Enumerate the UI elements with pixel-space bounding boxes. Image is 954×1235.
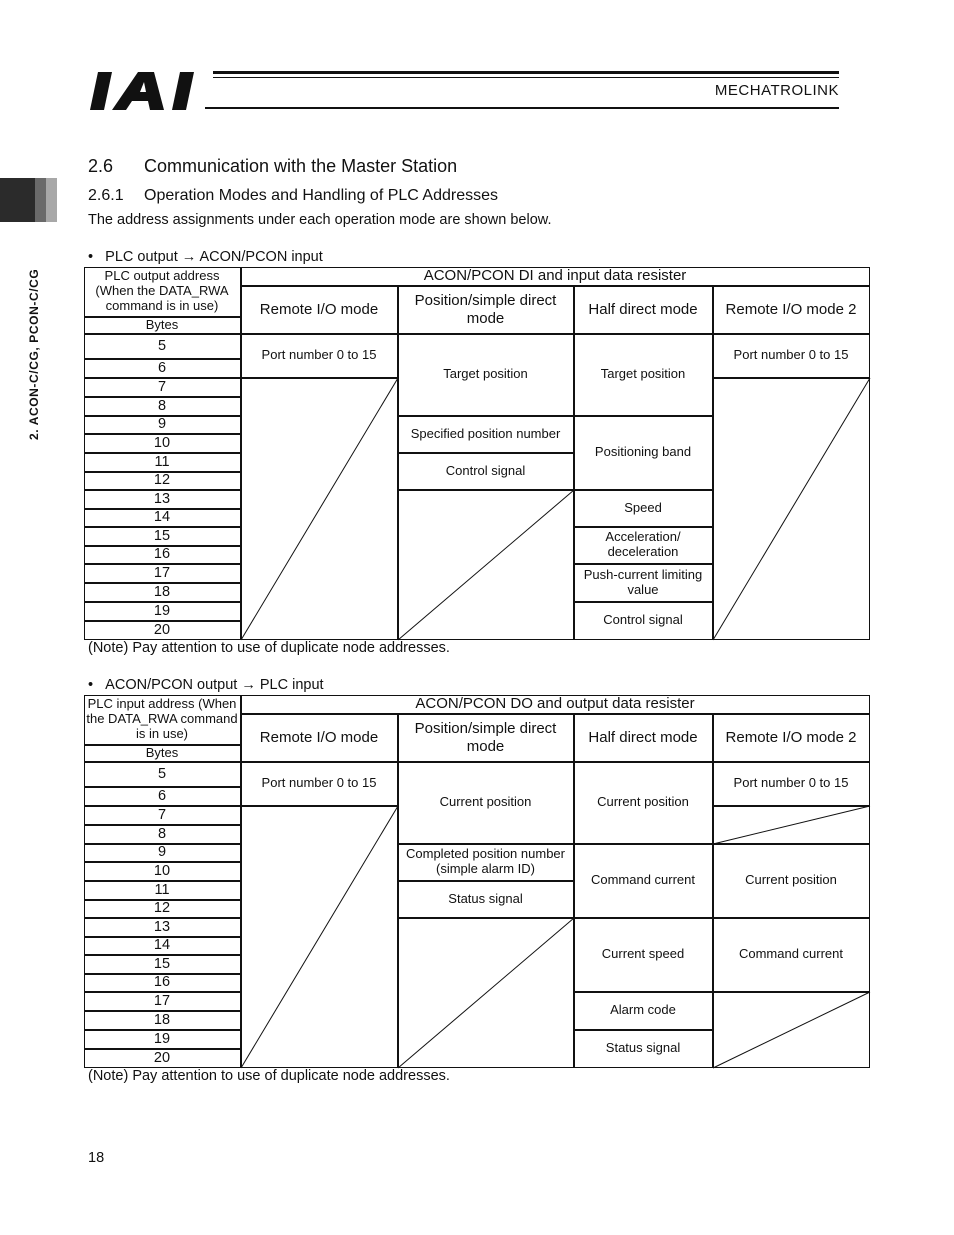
- bytes-header: Bytes: [84, 745, 241, 762]
- command-current-cell: Command current: [574, 844, 713, 918]
- chapter-label: 2. ACON-C/CG, PCON-C/CG: [27, 268, 41, 440]
- target-position-cell: Target position: [574, 334, 713, 416]
- byte-row: 19: [84, 602, 241, 621]
- address-table-input: [84, 695, 870, 1068]
- byte-row: 17: [84, 564, 241, 583]
- byte-row: 16: [84, 546, 241, 564]
- byte-row: 20: [84, 621, 241, 640]
- address-header: PLC output address (When the DATA_RWA command is in use): [84, 267, 241, 317]
- chapter-tab: [0, 178, 35, 222]
- byte-row: 8: [84, 825, 241, 844]
- current-position-cell: Current position: [713, 844, 870, 918]
- byte-row: 6: [84, 359, 241, 378]
- byte-row: 14: [84, 509, 241, 527]
- header-rule: [213, 71, 839, 74]
- completed-position-number-cell: Completed position number (simple alarm ID): [398, 844, 574, 881]
- byte-row: 6: [84, 787, 241, 806]
- byte-row: 5: [84, 334, 241, 359]
- unused-cell: [713, 992, 870, 1068]
- byte-row: 14: [84, 937, 241, 955]
- unused-cell: [713, 806, 870, 844]
- byte-row: 17: [84, 992, 241, 1011]
- unused-cell: [398, 918, 574, 1068]
- address-header: PLC input address (When the DATA_RWA command is in use): [84, 695, 241, 745]
- bullet-icon: •: [88, 677, 94, 693]
- byte-row: 7: [84, 378, 241, 397]
- byte-row: 15: [84, 527, 241, 546]
- brand-label: MECHATROLINK: [714, 82, 839, 99]
- mode-header-remote-io: Remote I/O mode: [241, 286, 398, 334]
- table2-note: (Note) Pay attention to use of duplicate node addresses.: [88, 1068, 450, 1084]
- table2-heading: [88, 677, 324, 693]
- byte-row: 5: [84, 762, 241, 787]
- header-rule: [205, 107, 839, 109]
- mode-header-half-direct: Half direct mode: [574, 286, 713, 334]
- iai-logo: [90, 70, 206, 112]
- specified-position-number-cell: Specified position number: [398, 416, 574, 453]
- byte-row: 10: [84, 434, 241, 453]
- unused-cell: [398, 490, 574, 640]
- mode-header-remote-io-2: Remote I/O mode 2: [713, 286, 870, 334]
- group-header: ACON/PCON DO and output data resister: [241, 695, 870, 714]
- group-header: ACON/PCON DI and input data resister: [241, 267, 870, 286]
- acceleration-cell: Acceleration/ deceleration: [574, 527, 713, 564]
- table2-bullet-text: ACON/PCON output → PLC input: [105, 677, 324, 693]
- mode-header-half-direct: Half direct mode: [574, 714, 713, 762]
- remote-io-port-cell: Port number 0 to 15: [241, 334, 398, 378]
- bytes-header: Bytes: [84, 317, 241, 334]
- current-speed-cell: Current speed: [574, 918, 713, 992]
- section-number: 2.6: [88, 156, 114, 176]
- alarm-code-cell: Alarm code: [574, 992, 713, 1030]
- bullet-icon: •: [88, 249, 94, 265]
- speed-cell: Speed: [574, 490, 713, 527]
- unused-cell: [713, 378, 870, 640]
- remote-io2-port-cell: Port number 0 to 15: [713, 334, 870, 378]
- table1-bullet-text: PLC output → ACON/PCON input: [105, 249, 323, 265]
- intro-text: The address assignments under each operation mode are shown below.: [88, 212, 552, 228]
- chapter-tab-shade: [46, 178, 57, 222]
- page-number: 18: [88, 1150, 105, 1166]
- subsection-number: 2.6.1: [88, 187, 124, 204]
- positioning-band-cell: Positioning band: [574, 416, 713, 490]
- byte-row: 16: [84, 974, 241, 992]
- byte-row: 13: [84, 918, 241, 937]
- mode-header-remote-io-2: Remote I/O mode 2: [713, 714, 870, 762]
- byte-row: 9: [84, 416, 241, 434]
- status-signal-cell: Status signal: [398, 881, 574, 918]
- control-signal-cell: Control signal: [574, 602, 713, 640]
- unused-cell: [241, 806, 398, 1068]
- byte-row: 9: [84, 844, 241, 862]
- byte-row: 11: [84, 453, 241, 472]
- header-rule: [213, 77, 839, 78]
- address-table-output: [84, 267, 870, 640]
- mode-header-position-direct: Position/simple direct mode: [398, 286, 574, 334]
- mode-header-position-direct: Position/simple direct mode: [398, 714, 574, 762]
- control-signal-cell: Control signal: [398, 453, 574, 490]
- chapter-tab-shade: [35, 178, 46, 222]
- remote-io2-port-cell: Port number 0 to 15: [713, 762, 870, 806]
- unused-cell: [241, 378, 398, 640]
- byte-row: 8: [84, 397, 241, 416]
- byte-row: 12: [84, 472, 241, 490]
- remote-io-port-cell: Port number 0 to 15: [241, 762, 398, 806]
- byte-row: 10: [84, 862, 241, 881]
- table1-heading: [88, 249, 323, 265]
- byte-row: 18: [84, 583, 241, 602]
- byte-row: 18: [84, 1011, 241, 1030]
- mode-header-remote-io: Remote I/O mode: [241, 714, 398, 762]
- byte-row: 11: [84, 881, 241, 900]
- current-position-cell: Current position: [574, 762, 713, 844]
- target-position-cell: Target position: [398, 334, 574, 416]
- byte-row: 12: [84, 900, 241, 918]
- byte-row: 15: [84, 955, 241, 974]
- byte-row: 19: [84, 1030, 241, 1049]
- section-title: Communication with the Master Station: [144, 156, 458, 176]
- subsection-title: Operation Modes and Handling of PLC Addresses: [144, 187, 498, 204]
- byte-row: 7: [84, 806, 241, 825]
- table1-note: (Note) Pay attention to use of duplicate node addresses.: [88, 640, 450, 656]
- command-current-cell: Command current: [713, 918, 870, 992]
- current-position-cell: Current position: [398, 762, 574, 844]
- byte-row: 20: [84, 1049, 241, 1068]
- status-signal-cell: Status signal: [574, 1030, 713, 1068]
- byte-row: 13: [84, 490, 241, 509]
- push-current-cell: Push-current limiting value: [574, 564, 713, 602]
